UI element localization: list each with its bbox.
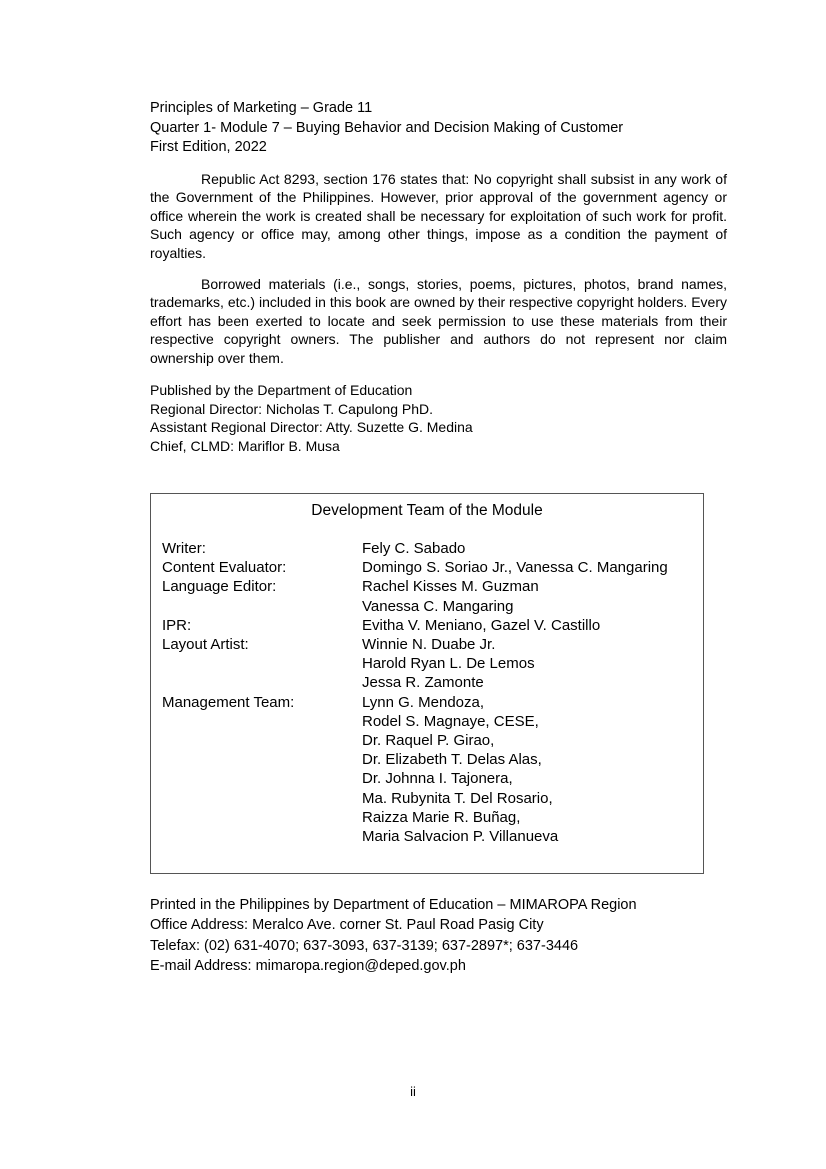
copyright-text-1: Republic Act 8293, section 176 states that: No copyright shall subsist in any work of the Government of the Philippines. However, prior approval of the government agency or office wherein the work is created shall be necessary for exploitation of such work for profit. Such agency or office may, among other things, impose as a condition the payment of royalties. [150, 171, 727, 261]
team-member: Dr. Raquel P. Girao, [362, 732, 495, 750]
team-member: Rodel S. Magnaye, CESE, [362, 712, 539, 730]
development-team-list [162, 539, 702, 846]
team-role [162, 597, 362, 616]
team-row [162, 673, 702, 692]
team-member: Lynn G. Mendoza, [362, 693, 485, 711]
office-address: Office Address: Meralco Ave. corner St. Paul Road Pasig City [150, 917, 544, 934]
team-role: Layout Artist: [162, 636, 249, 654]
copyright-text-2: Borrowed materials (i.e., songs, stories, poems, pictures, photos, brand names, trademarks, etc.) included in this book are owned by their respective copyright holders. Every effort has been exerted to locate and seek permission to use these materials from their respective copyright owners. The publisher and authors do not represent nor claim ownership over them. [150, 276, 727, 366]
module-header [150, 99, 730, 158]
team-row [162, 597, 702, 616]
development-team-box [150, 493, 704, 874]
team-role [162, 827, 362, 846]
team-row [162, 769, 702, 788]
team-role [162, 712, 362, 731]
team-role [162, 673, 362, 692]
team-member: Evitha V. Meniano, Gazel V. Castillo [362, 616, 601, 634]
email-address: E-mail Address: mimaropa.region@deped.gov.ph [150, 957, 466, 974]
team-row [162, 558, 702, 577]
team-role: Writer: [162, 540, 206, 557]
printed-in: Printed in the Philippines by Department of Education – MIMAROPA Region [150, 897, 637, 913]
team-row [162, 635, 702, 654]
team-row [162, 577, 702, 596]
team-member: Ma. Rubynita T. Del Rosario, [362, 789, 553, 807]
copyright-paragraph-1 [150, 170, 727, 262]
team-role [162, 654, 362, 673]
published-by: Published by the Department of Education [150, 382, 413, 398]
team-role [162, 769, 362, 788]
team-row [162, 693, 702, 712]
team-member: Jessa R. Zamonte [362, 674, 484, 692]
course-title: Principles of Marketing – Grade 11 [150, 100, 373, 116]
team-member: Rachel Kisses M. Guzman [362, 578, 539, 596]
team-row [162, 789, 702, 808]
chief-clmd: Chief, CLMD: Mariflor B. Musa [150, 437, 340, 454]
team-member: Winnie N. Duabe Jr. [362, 636, 496, 654]
module-title: Quarter 1- Module 7 – Buying Behavior and Decision Making of Customer [150, 119, 624, 136]
team-member: Raizza Marie R. Buñag, [362, 808, 521, 826]
team-role [162, 808, 362, 827]
team-member: Vanessa C. Mangaring [362, 597, 514, 615]
publisher-info [150, 381, 730, 455]
team-role [162, 789, 362, 808]
page-number: ii [410, 1084, 416, 1099]
team-role [162, 731, 362, 750]
team-row [162, 712, 702, 731]
telefax: Telefax: (02) 631-4070; 637-3093, 637-3139; 637-2897*; 637-3446 [150, 937, 579, 954]
team-member: Dr. Johnna I. Tajonera, [362, 770, 513, 788]
team-role: Content Evaluator: [162, 559, 287, 577]
assistant-regional-director: Assistant Regional Director: Atty. Suzette G. Medina [150, 419, 473, 435]
development-team-title: Development Team of the Module [311, 502, 543, 519]
edition-line: First Edition, 2022 [150, 139, 267, 155]
printing-info [150, 895, 750, 976]
team-role: IPR: [162, 616, 192, 634]
team-member: Domingo S. Soriao Jr., Vanessa C. Mangaring [362, 559, 668, 577]
team-row [162, 731, 702, 750]
team-row [162, 539, 702, 558]
team-row [162, 827, 702, 846]
team-row [162, 808, 702, 827]
team-row [162, 750, 702, 769]
team-member: Harold Ryan L. De Lemos [362, 655, 535, 673]
team-member: Dr. Elizabeth T. Delas Alas, [362, 751, 542, 769]
team-member: Maria Salvacion P. Villanueva [362, 828, 559, 846]
team-role: Language Editor: [162, 578, 277, 596]
copyright-paragraph-2 [150, 275, 727, 367]
regional-director: Regional Director: Nicholas T. Capulong PhD. [150, 400, 433, 417]
team-role [162, 750, 362, 769]
team-role: Management Team: [162, 693, 295, 711]
team-member: Fely C. Sabado [362, 540, 466, 557]
team-row [162, 654, 702, 673]
team-row [162, 616, 702, 635]
